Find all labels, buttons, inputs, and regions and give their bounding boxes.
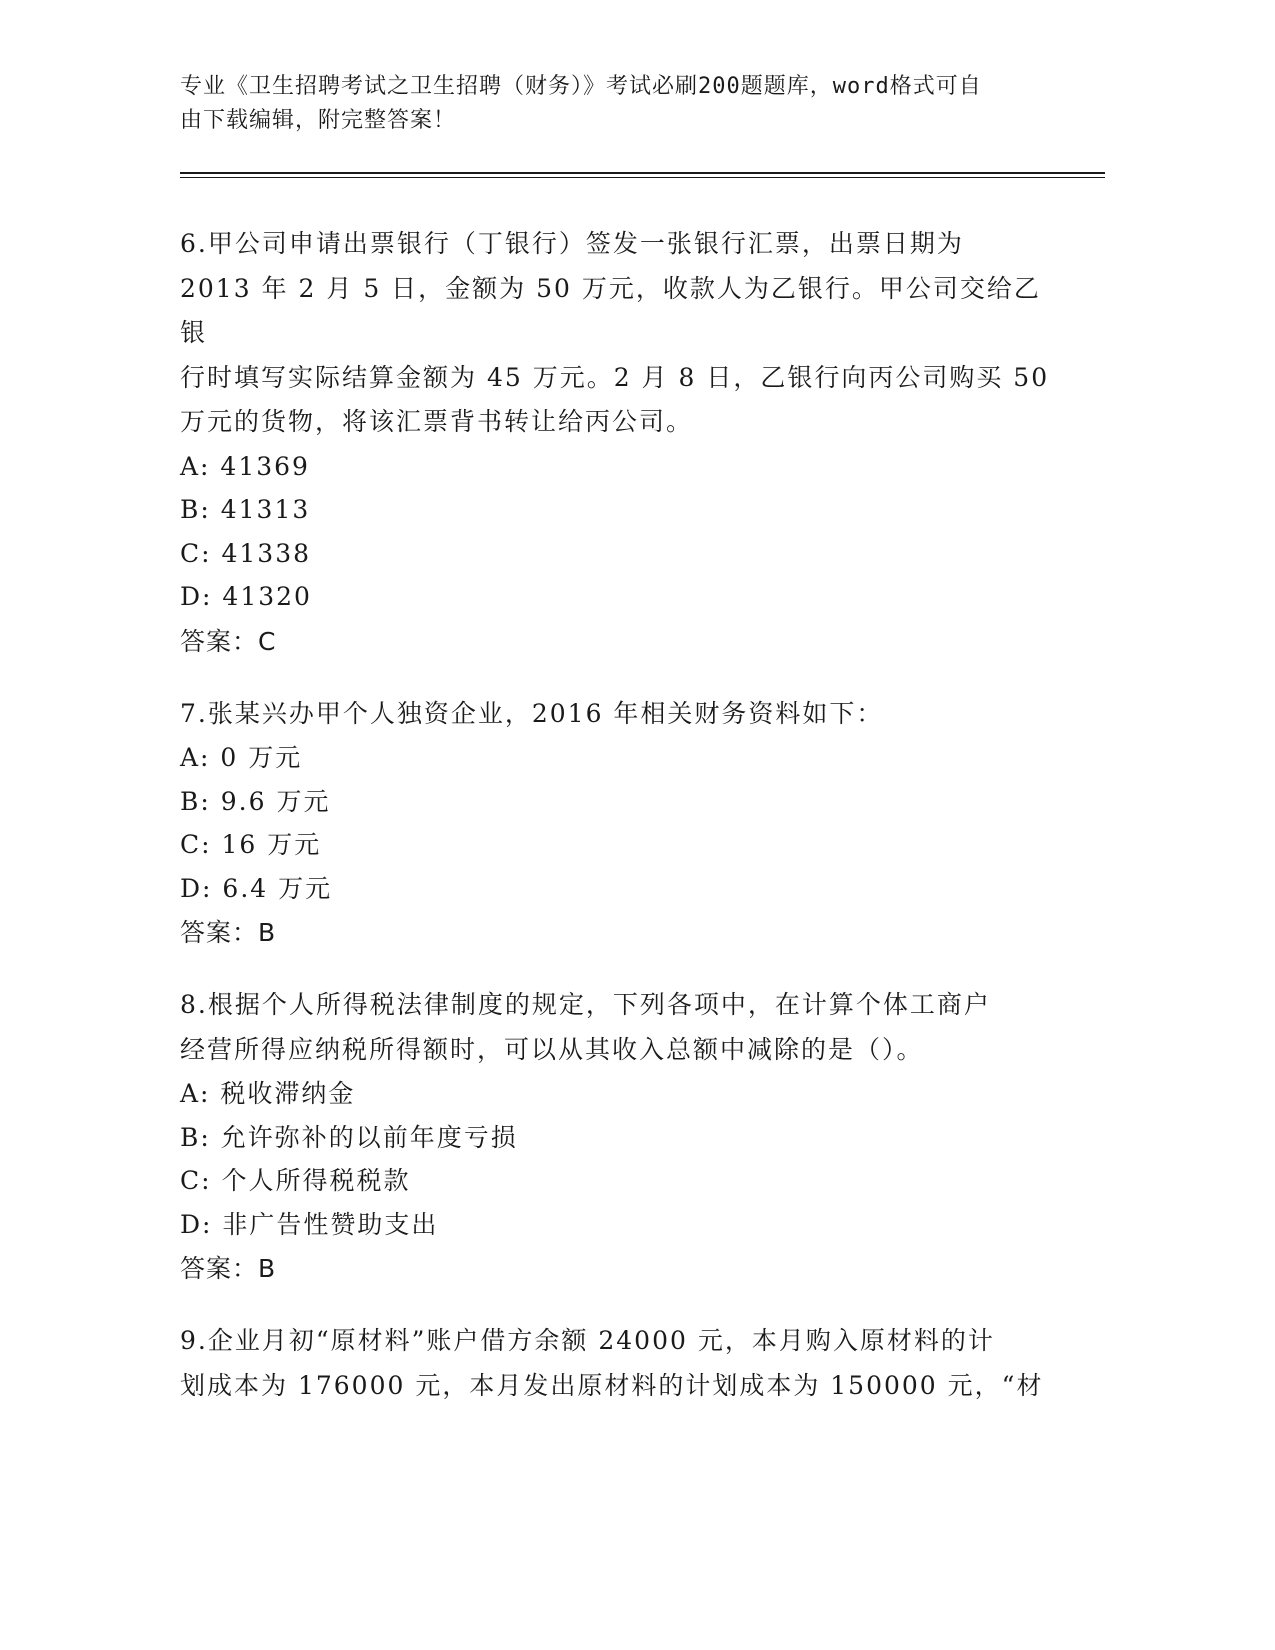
header-line-1: 专业《卫生招聘考试之卫生招聘（财务）》考试必刷200题题库，word格式可自 (180, 74, 982, 99)
question-text-line: 9.企业月初“原材料”账户借方余额 24000 元，本月购入原材料的计 (180, 1326, 995, 1355)
header-line-2: 由下载编辑，附完整答案！ (180, 108, 457, 133)
header-divider-thin (180, 177, 1105, 178)
option-c: C: 个人所得税税款 (180, 1166, 411, 1195)
option-a: A: 税收滞纳金 (180, 1079, 356, 1108)
question-6 (180, 222, 1060, 664)
option-b: B: 9.6 万元 (180, 786, 331, 816)
question-text-line: 2013 年 2 月 5 日，金额为 50 万元，收款人为乙银行。甲公司交给乙银 (180, 273, 1041, 347)
header-divider (180, 172, 1105, 174)
question-text-line: 7.张某兴办甲个人独资企业，2016 年相关财务资料如下： (180, 698, 884, 728)
option-d: D: 非广告性赞助支出 (180, 1209, 439, 1239)
answer-line: 答案：C (180, 626, 277, 656)
document-header (180, 70, 1040, 138)
answer-line: 答案：B (180, 918, 277, 947)
question-text-line: 经营所得应纳税所得额时，可以从其收入总额中减除的是（）。 (180, 1034, 924, 1064)
option-b: B: 41313 (180, 495, 311, 524)
option-a: A: 41369 (180, 451, 310, 481)
option-a: A: 0 万元 (180, 743, 303, 772)
question-9 (180, 1319, 1060, 1408)
option-c: C: 16 万元 (180, 830, 322, 859)
question-text-line: 8.根据个人所得税法律制度的规定，下列各项中，在计算个体工商户 (180, 990, 991, 1019)
answer-line: 答案：B (180, 1254, 277, 1283)
option-b: B: 允许弥补的以前年度亏损 (180, 1122, 518, 1152)
option-d: D: 6.4 万元 (180, 873, 333, 903)
question-list (180, 222, 1060, 1436)
option-d: D: 41320 (180, 582, 312, 611)
question-text-line: 划成本为 176000 元，本月发出原材料的计划成本为 150000 元，“材 (180, 1370, 1044, 1400)
question-text-line: 万元的货物，将该汇票背书转让给丙公司。 (180, 407, 694, 436)
question-7 (180, 692, 1060, 956)
option-c: C: 41338 (180, 538, 312, 568)
question-text-line: 6.甲公司申请出票银行（丁银行）签发一张银行汇票，出票日期为 (180, 229, 964, 258)
question-8 (180, 983, 1060, 1291)
question-text-line: 行时填写实际结算金额为 45 万元。2 月 8 日，乙银行向丙公司购买 50 (180, 362, 1050, 392)
